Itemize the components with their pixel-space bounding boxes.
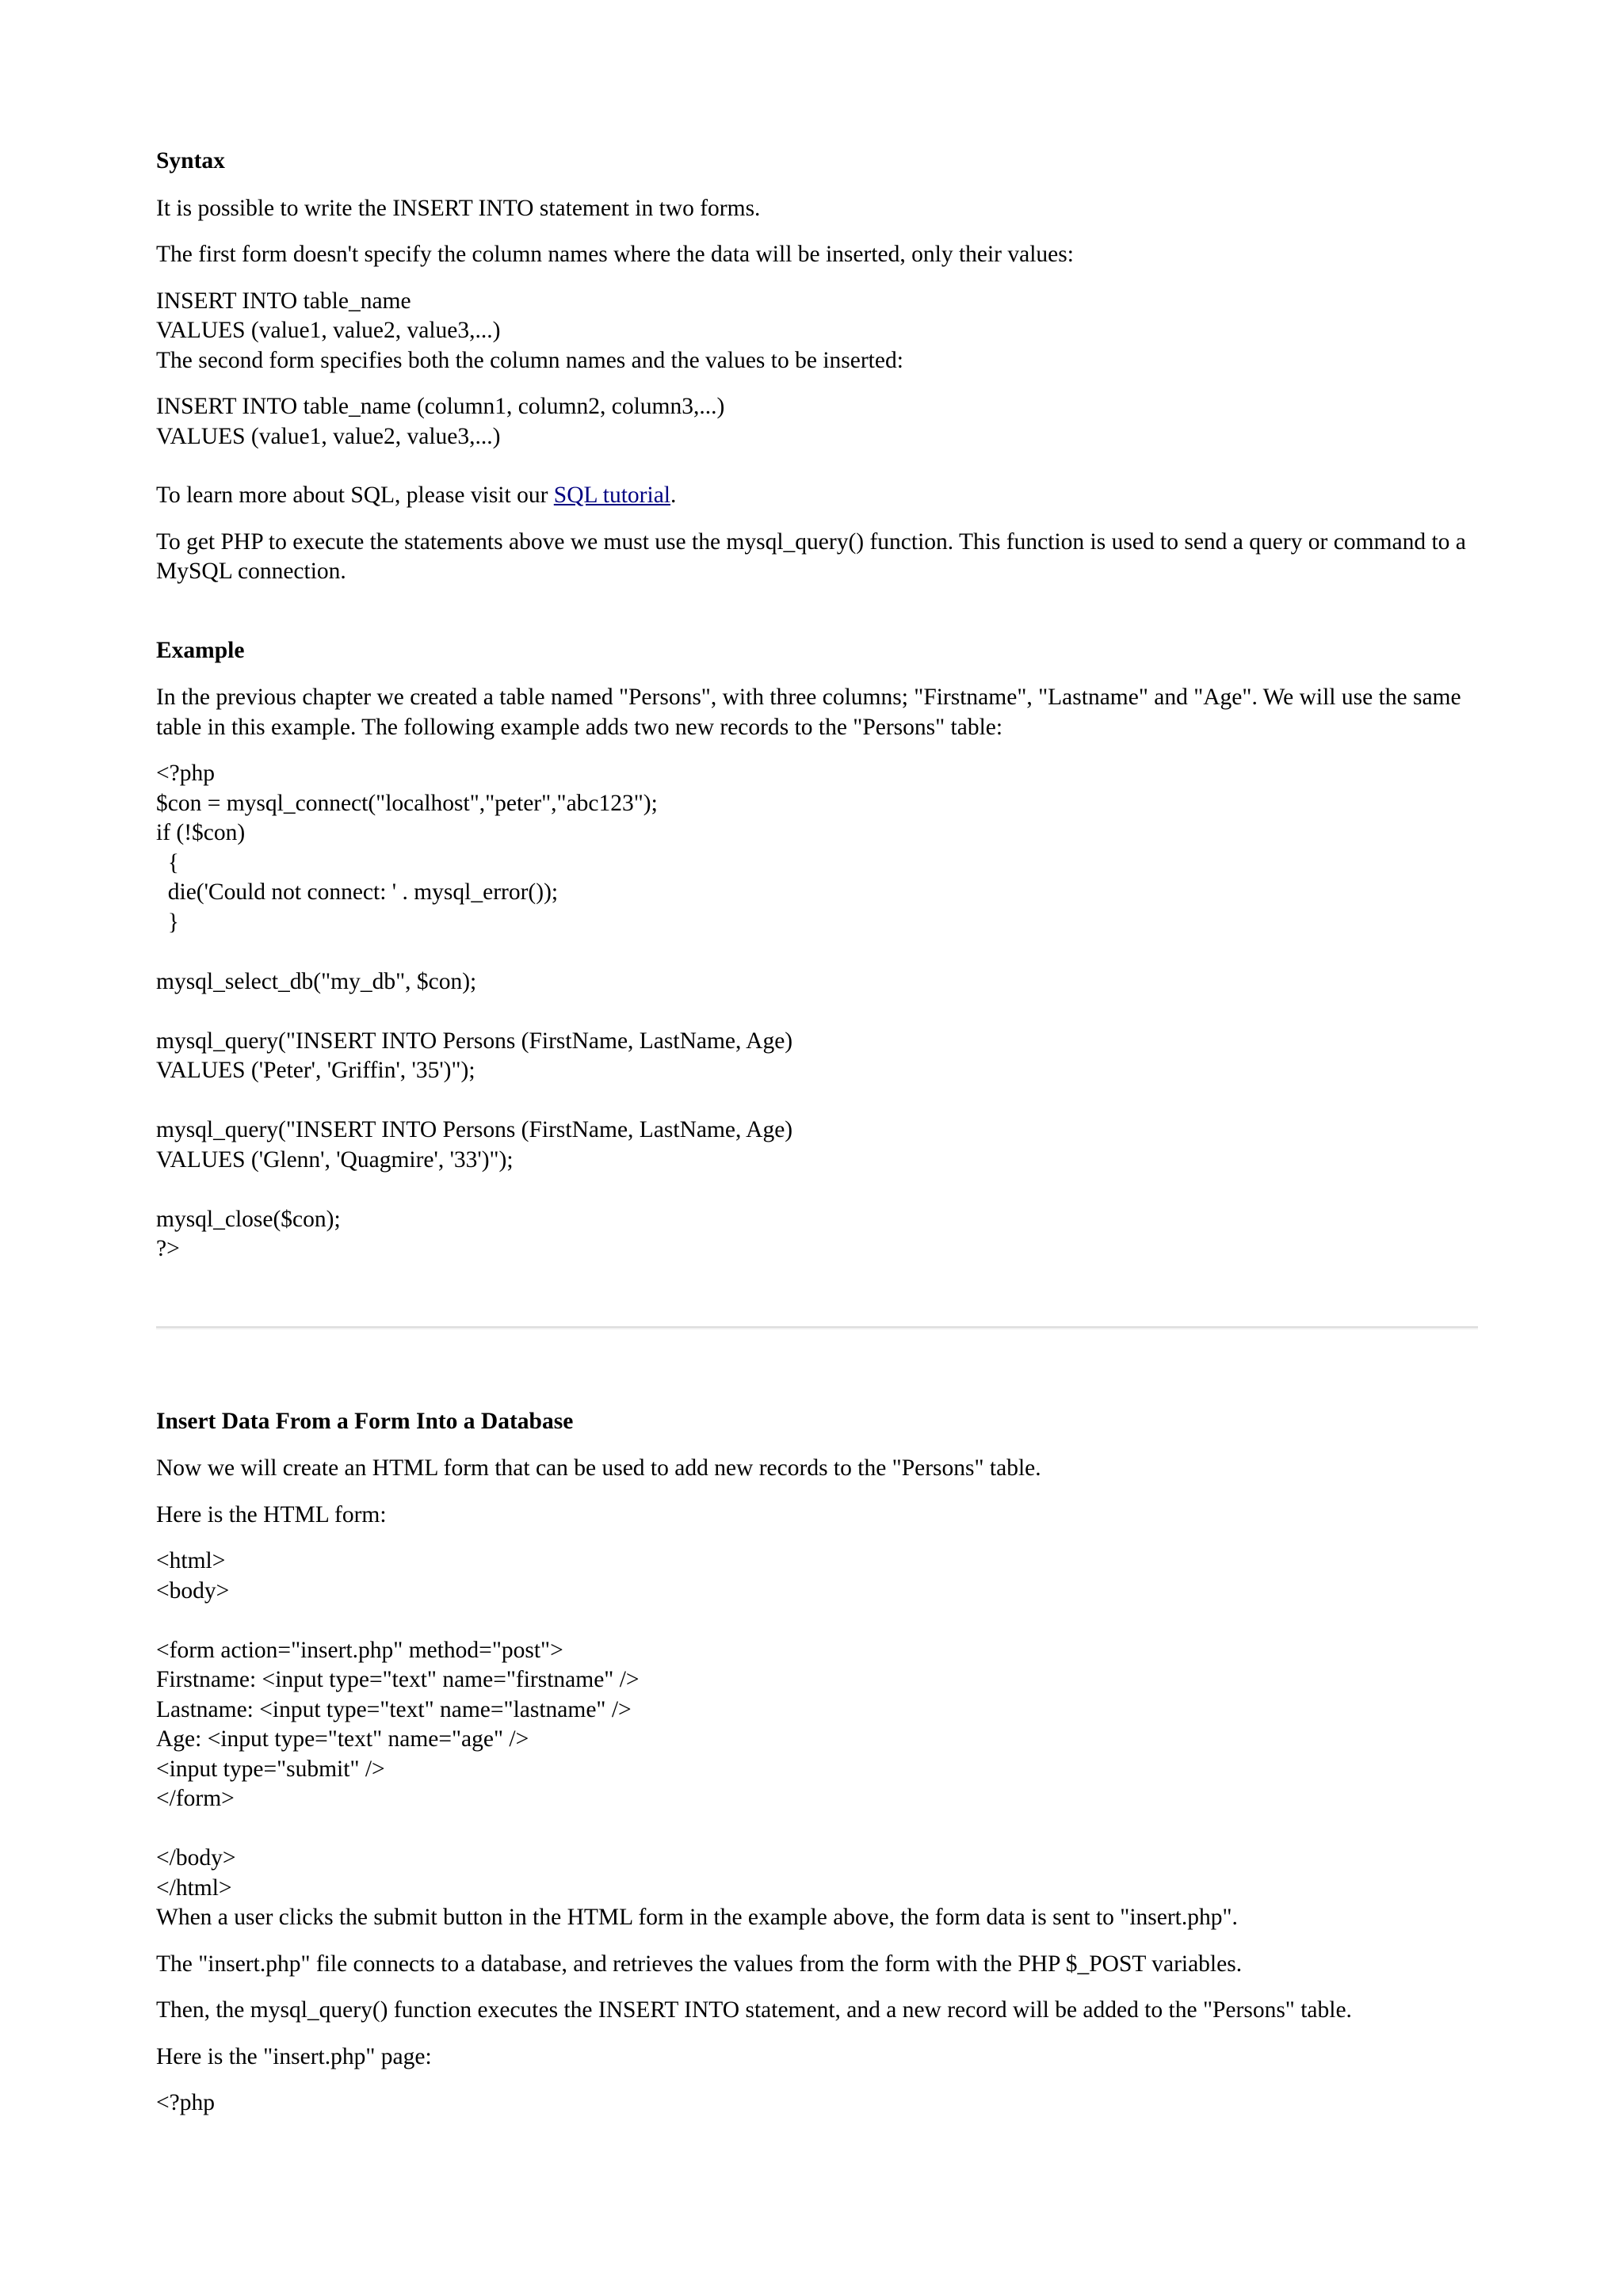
learn-more-text <box>156 481 1478 511</box>
example-php-code: <?php $con = mysql_connect("localhost","peter","abc123"); if (!$con) { die('Could not connect: ' . mysql_error()); } mysql_select_db("my_db", $con); mysql_query("INSERT INTO Persons (FirstName, LastName, Age) VALUES ('Peter', 'Griffin', '35')"); mysql_query("INSERT INTO Persons (FirstName, LastName, Age) VALUES ('Glenn', 'Quagmire', '33')"); mysql_close($con); ?> <box>156 761 793 1261</box>
example-heading: Example <box>156 637 245 663</box>
syntax-second-form-code: INSERT INTO table_name (column1, column2, column3,...) VALUES (value1, value2, value3,...) <box>156 394 725 449</box>
html-form-label: Here is the HTML form: <box>156 1501 387 1527</box>
learn-more-suffix: . <box>670 482 677 508</box>
syntax-intro: It is possible to write the INSERT INTO statement in two forms. <box>156 195 761 221</box>
form-section-intro: Now we will create an HTML form that can be used to add new records to the "Persons" table. <box>156 1455 1041 1481</box>
insert-php-page-label: Here is the "insert.php" page: <box>156 2043 432 2069</box>
syntax-heading: Syntax <box>156 148 225 174</box>
document-page <box>156 147 1478 2119</box>
insert-php-code-start: <?php <box>156 2090 215 2115</box>
section-divider <box>156 1326 1478 1329</box>
sql-tutorial-link[interactable]: SQL tutorial <box>553 482 670 508</box>
syntax-first-form-code: INSERT INTO table_name VALUES (value1, value2, value3,...) <box>156 288 501 343</box>
insert-php-explanation: The "insert.php" file connects to a database, and retrieves the values from the form with the PHP $_POST variables. <box>156 1951 1243 1977</box>
syntax-first-form-desc: The first form doesn't specify the column names where the data will be inserted, only their values: <box>156 242 1074 267</box>
mysql-query-explanation: To get PHP to execute the statements above we must use the mysql_query() function. This function is used to send a query or command to a MySQL connection. <box>156 528 1466 584</box>
learn-more-prefix: To learn more about SQL, please visit our <box>156 482 554 508</box>
form-section-heading: Insert Data From a Form Into a Database <box>156 1408 574 1434</box>
mysql-query-insert-explanation: Then, the mysql_query() function executes the INSERT INTO statement, and a new record will be added to the "Persons" table. <box>156 1997 1352 2023</box>
syntax-second-form-desc: The second form specifies both the column names and the values to be inserted: <box>156 347 903 373</box>
submit-explanation: When a user clicks the submit button in the HTML form in the example above, the form data is sent to "insert.php". <box>156 1905 1238 1930</box>
html-form-code: <html> <body> <form action="insert.php" method="post"> Firstname: <input type="text" name="firstname" /> Lastname: <input type="text" name="lastname" /> Age: <input type="text" name="age" /> <input type="submit" /> </form> </body> </html> <box>156 1548 640 1901</box>
example-intro: In the previous chapter we created a table named "Persons", with three columns; "Firstname", "Lastname" and "Age". We will use the same table in this example. The following example adds two new records to the "Persons" table: <box>156 685 1461 740</box>
